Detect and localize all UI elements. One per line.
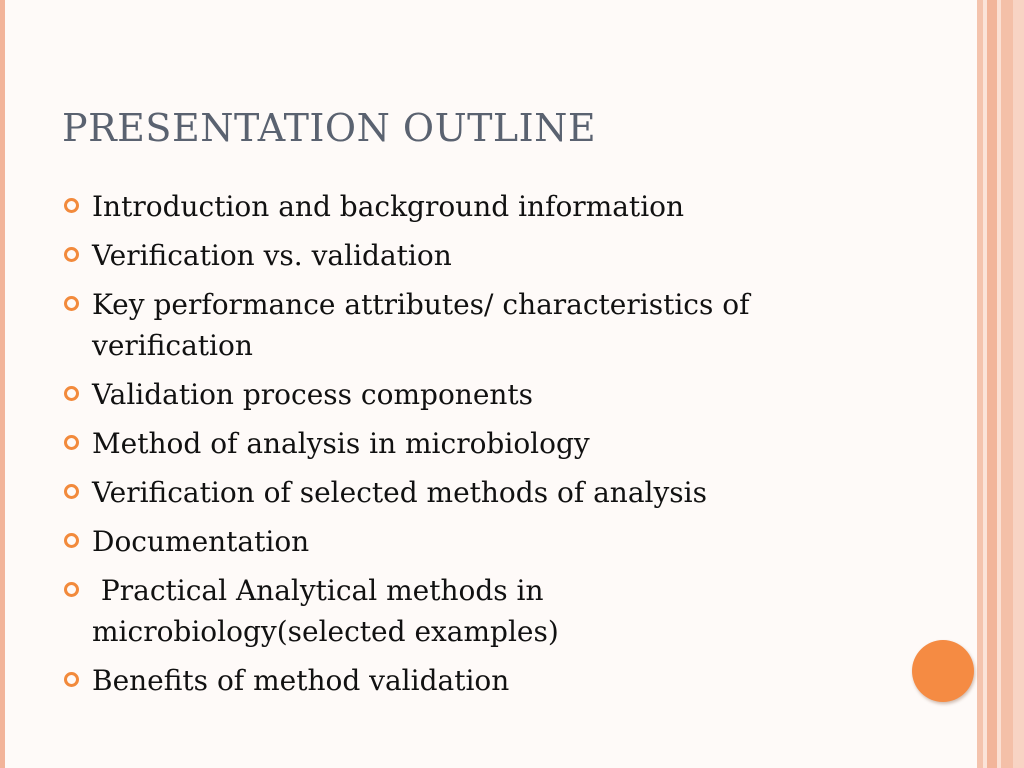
hollow-circle-bullet-icon: [64, 296, 79, 311]
bullet-item: [62, 284, 862, 366]
hollow-circle-bullet-icon: [64, 435, 79, 450]
bullet-text: Verification of selected methods of analysis: [92, 476, 707, 509]
right-stripe: [1013, 0, 1024, 768]
hollow-circle-bullet-icon: [64, 672, 79, 687]
hollow-circle-bullet-icon: [64, 386, 79, 401]
slide-title: PRESENTATION OUTLINE: [62, 106, 597, 150]
bullet-text: Key performance attributes/ characteristics of verification: [92, 288, 750, 362]
orange-circle-icon: [912, 640, 974, 702]
bullet-item: [62, 570, 862, 652]
bullet-item: [62, 423, 862, 464]
bullet-text: Verification vs. validation: [92, 239, 452, 272]
bullet-item: [62, 374, 862, 415]
right-stripe: [987, 0, 997, 768]
bullet-text: Validation process components: [92, 378, 534, 411]
bullet-item: [62, 521, 862, 562]
hollow-circle-bullet-icon: [64, 484, 79, 499]
hollow-circle-bullet-icon: [64, 582, 79, 597]
bullet-list: [62, 186, 862, 709]
bullet-text: Documentation: [92, 525, 310, 558]
hollow-circle-bullet-icon: [64, 247, 79, 262]
bullet-item: [62, 235, 862, 276]
bullet-text: Practical Analytical methods in microbiology(selected examples): [92, 574, 559, 648]
bullet-text: Introduction and background information: [92, 190, 685, 223]
hollow-circle-bullet-icon: [64, 198, 79, 213]
bullet-item: [62, 186, 862, 227]
bullet-text: Method of analysis in microbiology: [92, 427, 590, 460]
bullet-item: [62, 472, 862, 513]
bullet-item: [62, 660, 862, 701]
right-stripe: [1001, 0, 1013, 768]
hollow-circle-bullet-icon: [64, 533, 79, 548]
bullet-text: Benefits of method validation: [92, 664, 510, 697]
